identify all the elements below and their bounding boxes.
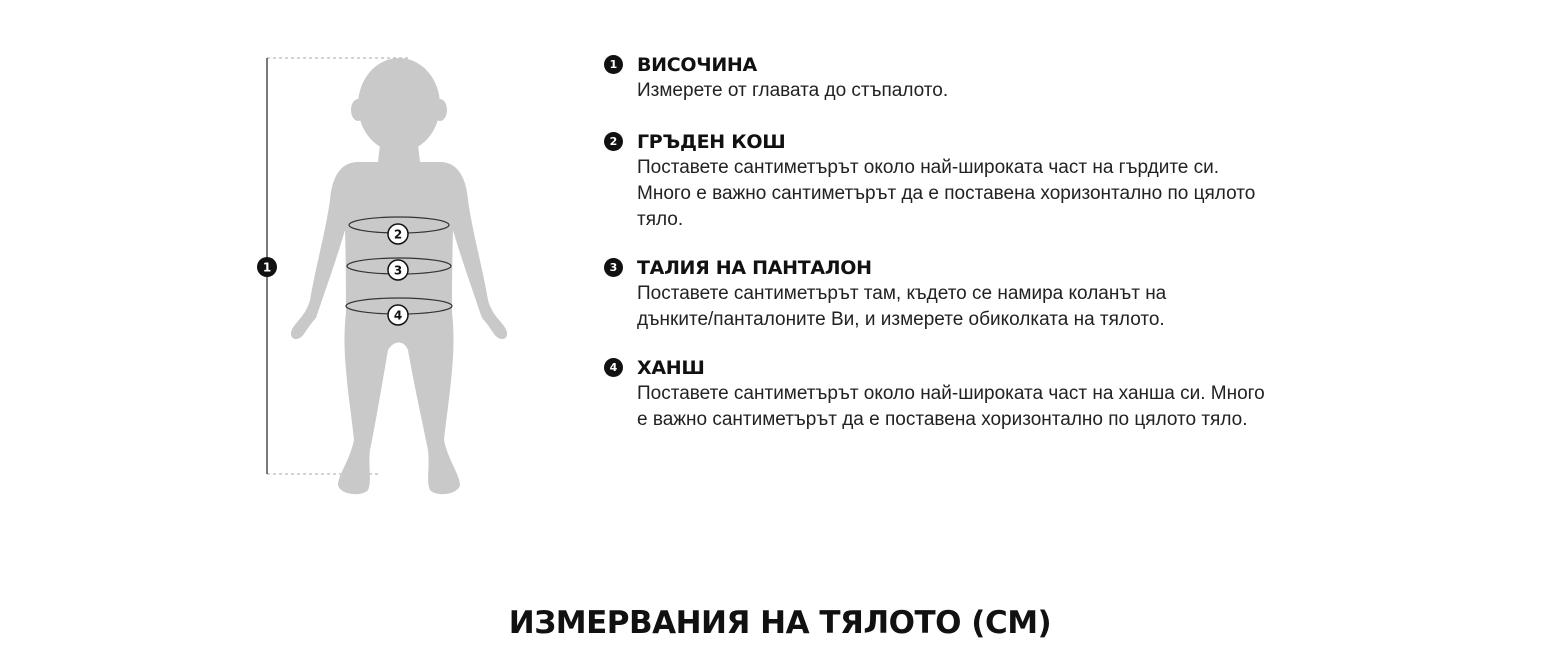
svg-text:1: 1 <box>262 260 272 275</box>
page-title: ИЗМЕРВАНИЯ НА ТЯЛОТО (СМ) <box>508 605 1052 641</box>
step-number-badge: 1 <box>604 55 623 74</box>
step-description-line: Много е важно сантиметърът да е поставена хоризонтално по цялото <box>637 183 1256 204</box>
step-description-line: е важно сантиметърът да е поставена хоризонтално по цялото тяло. <box>637 409 1248 430</box>
baby-silhouette <box>250 50 530 510</box>
marker-2 <box>388 224 408 244</box>
svg-text:2: 2 <box>393 227 403 242</box>
step-trouser-waist <box>604 255 1364 333</box>
step-title: ХАНШ <box>637 357 705 379</box>
step-description-line: Поставете сантиметърът около най-широката част на гърдите си. <box>637 157 1220 178</box>
step-description-line: тяло. <box>637 209 684 230</box>
step-number-badge: 4 <box>604 358 623 377</box>
step-number-badge: 3 <box>604 258 623 277</box>
step-number-badge: 2 <box>604 132 623 151</box>
step-title: ВИСОЧИНА <box>637 54 757 76</box>
svg-text:3: 3 <box>393 263 403 278</box>
measurement-steps <box>604 52 1364 450</box>
body-figure <box>250 50 530 510</box>
step-description-line: Поставете сантиметърът там, където се намира коланът на <box>637 283 1167 304</box>
svg-text:4: 4 <box>393 308 403 323</box>
marker-3 <box>388 260 408 280</box>
marker-4 <box>388 305 408 325</box>
step-description-line: дънките/панталоните Ви, и измерете обиколката на тялото. <box>637 309 1165 330</box>
step-title: ТАЛИЯ НА ПАНТАЛОН <box>637 257 872 279</box>
step-height <box>604 52 1364 104</box>
step-description-line: Измерете от главата до стъпалото. <box>637 80 949 101</box>
marker-1 <box>257 257 277 277</box>
step-description-line: Поставете сантиметърът около най-широката част на ханша си. Много <box>637 383 1265 404</box>
step-chest <box>604 129 1364 233</box>
step-title: ГРЪДЕН КОШ <box>637 131 786 153</box>
step-hip <box>604 355 1364 433</box>
